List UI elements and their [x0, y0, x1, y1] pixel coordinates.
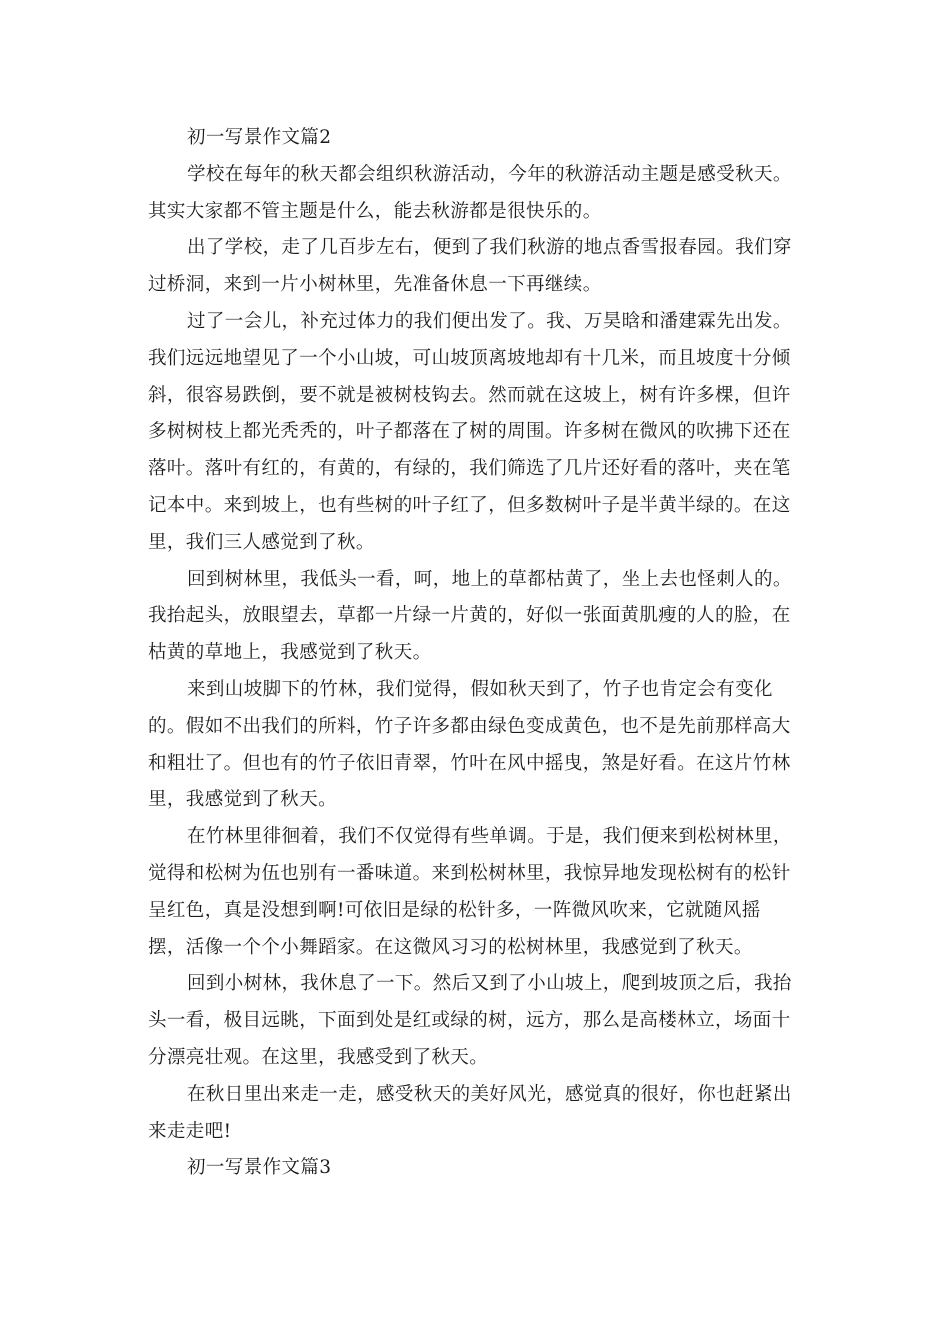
paragraph-line: 呈红色，真是没想到啊!可依旧是绿的松针多，一阵微风吹来，它就随风摇	[148, 899, 761, 921]
paragraph-line: 回到小树林，我休息了一下。然后又到了小山坡上，爬到坡顶之后，我抬	[187, 973, 792, 995]
paragraph	[148, 230, 808, 304]
paragraph-line: 过桥洞，来到一片小树林里，先准备休息一下再继续。	[148, 274, 602, 296]
paragraph-line: 出了学校，走了几百步左右，便到了我们秋游的地点香雪报春园。我们穿	[187, 237, 792, 259]
paragraph-line: 里，我们三人感觉到了秋。	[148, 531, 375, 553]
paragraph	[148, 304, 808, 562]
section-heading: 初一写景作文篇2	[187, 127, 332, 148]
paragraph	[148, 1077, 808, 1151]
paragraph-line: 学校在每年的秋天都会组织秋游活动，今年的秋游活动主题是感受秋天。	[187, 163, 792, 185]
paragraph-line: 记本中。来到坡上，也有些树的叶子红了，但多数树叶子是半黄半绿的。在这	[148, 494, 791, 516]
paragraph	[148, 157, 808, 231]
paragraph	[148, 966, 808, 1076]
paragraph-line: 在秋日里出来走一走，感受秋天的美好风光，感觉真的很好，你也赶紧出	[187, 1083, 792, 1105]
paragraph-line: 其实大家都不管主题是什么，能去秋游都是很快乐的。	[148, 200, 602, 222]
paragraph-line: 觉得和松树为伍也别有一番味道。来到松树林里，我惊异地发现松树有的松针	[148, 862, 791, 884]
paragraph-line: 和粗壮了。但也有的竹子依旧青翠，竹叶在风中摇曳，煞是好看。在这片竹林	[148, 752, 791, 774]
paragraph-line: 里，我感觉到了秋天。	[148, 789, 338, 811]
paragraph-line: 落叶。落叶有红的，有黄的，有绿的，我们筛选了几片还好看的落叶，夹在笔	[148, 458, 791, 480]
paragraph-line: 过了一会儿，补充过体力的我们便出发了。我、万昊晗和潘建霖先出发。	[187, 310, 792, 332]
paragraph-line: 枯黄的草地上，我感觉到了秋天。	[148, 642, 432, 664]
paragraph-line: 多树树枝上都光秃秃的，叶子都落在了树的周围。许多树在微风的吹拂下还在	[148, 421, 791, 443]
paragraph-line: 来走走吧!	[148, 1120, 232, 1142]
paragraph	[148, 819, 808, 966]
paragraph-line: 来到山坡脚下的竹林，我们觉得，假如秋天到了，竹子也肯定会有变化	[187, 678, 773, 700]
paragraph-line: 分漂亮壮观。在这里，我感受到了秋天。	[148, 1046, 489, 1068]
section-heading: 初一写景作文篇3	[187, 1157, 332, 1179]
paragraph-line: 回到树林里，我低头一看，呵，地上的草都枯黄了，坐上去也怪刺人的。	[187, 568, 792, 590]
paragraph-line: 我抬起头，放眼望去，草都一片绿一片黄的，好似一张面黄肌瘦的人的脸，在	[148, 605, 791, 627]
paragraph	[148, 562, 808, 672]
paragraph	[148, 672, 808, 819]
paragraph-line: 头一看，极目远眺，下面到处是红或绿的树，远方，那么是高楼林立，场面十	[148, 1010, 791, 1032]
document-page	[148, 120, 808, 1187]
paragraph-line: 的。假如不出我们的所料，竹子许多都由绿色变成黄色，也不是先前那样高大	[148, 715, 791, 737]
paragraph-line: 在竹林里徘徊着，我们不仅觉得有些单调。于是，我们便来到松树林里，	[187, 826, 792, 848]
paragraph-line: 我们远远地望见了一个小山坡，可山坡顶离坡地却有十几米，而且坡度十分倾	[148, 347, 791, 369]
paragraph-line: 斜，很容易跌倒，要不就是被树枝钩去。然而就在这坡上，树有许多棵，但许	[148, 384, 791, 406]
paragraph-line: 摆，活像一个个小舞蹈家。在这微风习习的松树林里，我感觉到了秋天。	[148, 936, 753, 958]
